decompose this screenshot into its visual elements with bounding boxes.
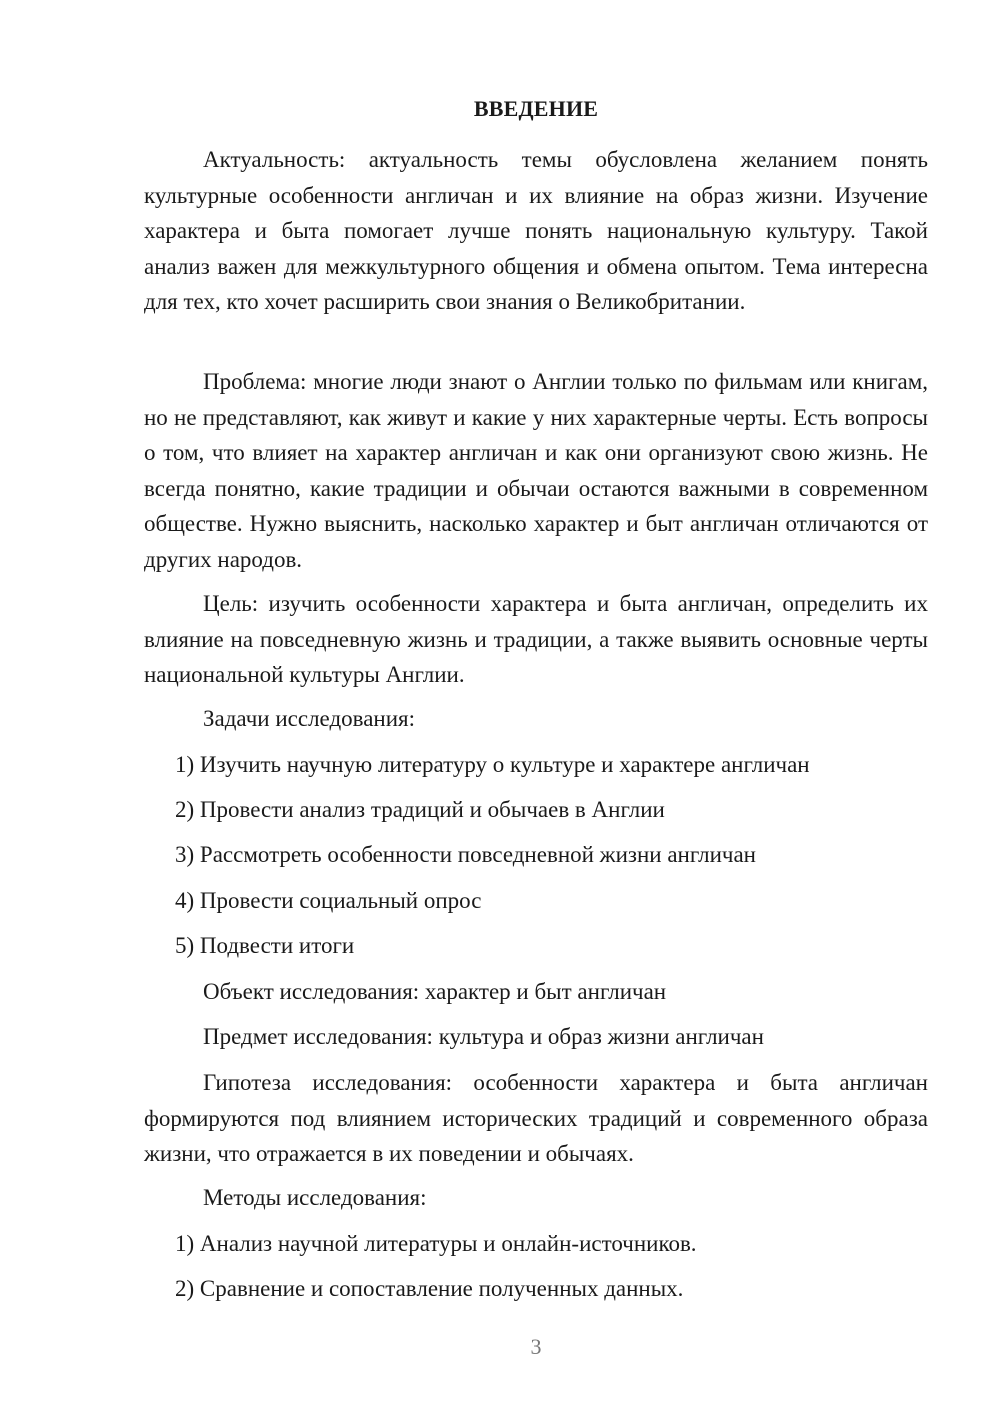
hypothesis-text: Гипотеза исследования: особенности характера и быта англичан формируются под влиянием исторических традиций и современного образа жизни, что отражается в их поведении и обычаях.: [144, 1070, 928, 1166]
methods-title: Методы исследования:: [203, 1185, 427, 1210]
hypothesis-paragraph: [144, 1065, 928, 1172]
task-item: 4) Провести социальный опрос: [175, 888, 482, 913]
method-item: 2) Сравнение и сопоставление полученных данных.: [175, 1276, 684, 1301]
goal-text: Цель: изучить особенности характера и быта англичан, определить их влияние на повседневную жизнь и традиции, а также выявить основные черты национальной культуры Англии.: [144, 591, 928, 687]
problem-paragraph: [144, 364, 928, 577]
method-item: 1) Анализ научной литературы и онлайн-источников.: [175, 1231, 697, 1256]
problem-text: Проблема: многие люди знают о Англии только по фильмам или книгам, но не представляют, как живут и какие у них характерные черты. Есть вопросы о том, что влияет на характер англичан и как они организуют свою жизнь. Не всегда понятно, какие традиции и обычаи остаются важными в современном обществе. Нужно выяснить, насколько характер и быт англичан отличаются от других народов.: [144, 369, 928, 572]
task-item: 3) Рассмотреть особенности повседневной жизни англичан: [175, 842, 756, 867]
research-subject: Предмет исследования: культура и образ жизни англичан: [203, 1024, 764, 1049]
section-heading: ВВЕДЕНИЕ: [473, 96, 599, 121]
task-item: 5) Подвести итоги: [175, 933, 355, 958]
page-number: 3: [530, 1334, 542, 1359]
relevance-text: Актуальность: актуальность темы обусловлена желанием понять культурные особенности англичан и их влияние на образ жизни. Изучение характера и быта помогает лучше понять национальную культуру. Такой анализ важен для межкультурного общения и обмена опытом. Тема интересна для тех, кто хочет расширить свои знания о Великобритании.: [144, 147, 928, 314]
goal-paragraph: [144, 586, 928, 693]
task-item: 2) Провести анализ традиций и обычаев в Англии: [175, 797, 665, 822]
research-object: Объект исследования: характер и быт англичан: [203, 979, 667, 1004]
relevance-paragraph: [144, 142, 928, 320]
task-item: 1) Изучить научную литературу о культуре и характере англичан: [175, 752, 810, 777]
tasks-title: Задачи исследования:: [203, 706, 416, 731]
